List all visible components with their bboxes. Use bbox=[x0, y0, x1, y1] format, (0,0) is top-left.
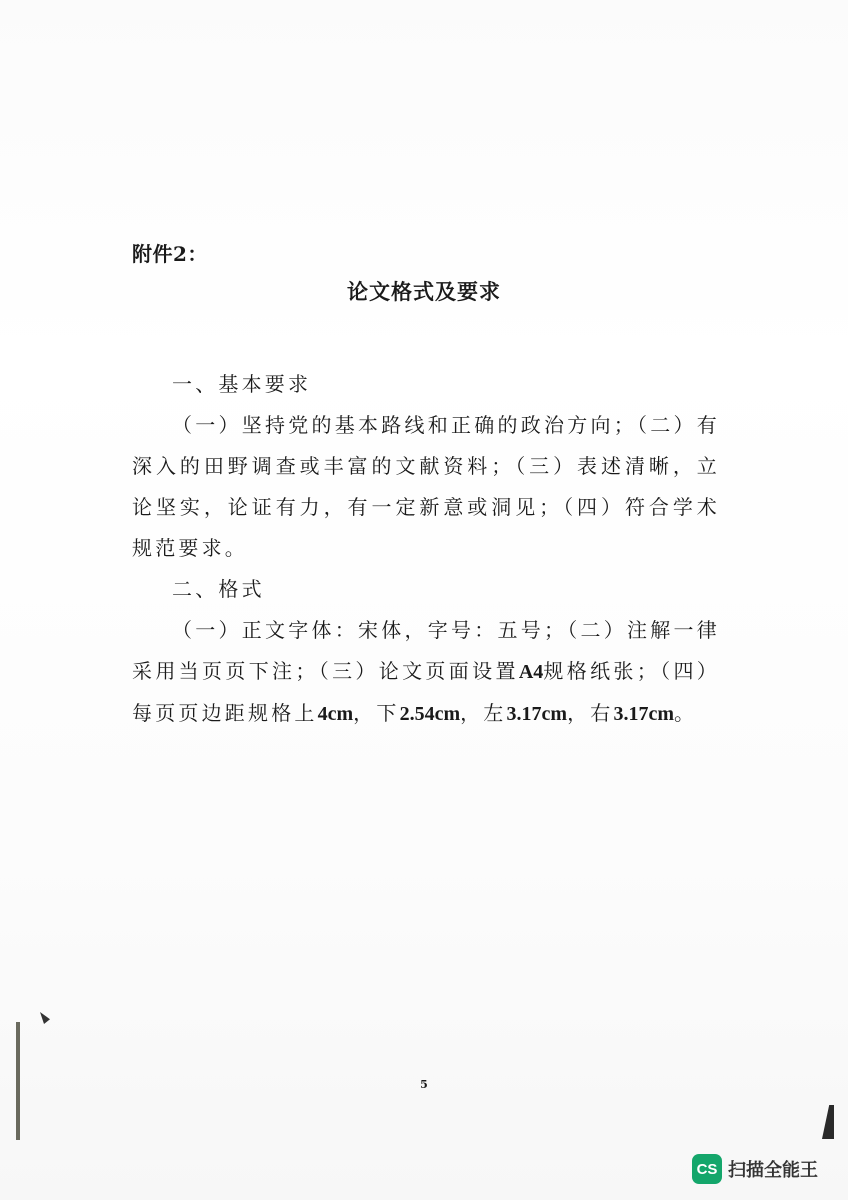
format-text-part1: （一）正文字体：宋体，字号：五号；（二）注解一律采用当页页下注；（三）论文页面设置 bbox=[132, 618, 720, 683]
section-body-basic-requirements: （一）坚持党的基本路线和正确的政治方向；（二）有深入的田野调查或丰富的文献资料；（三）表述清晰，立论坚实，论证有力，有一定新意或洞见；（四）符合学术规范要求。 bbox=[132, 413, 720, 560]
section-body-format bbox=[132, 610, 720, 735]
camscanner-logo-icon: CS bbox=[692, 1154, 722, 1184]
end-mark: 。 bbox=[674, 701, 698, 725]
margin-right-value: 3.17cm bbox=[613, 703, 675, 725]
section-heading-basic-requirements: 一、基本要求 bbox=[172, 372, 312, 396]
margin-left-value: 3.17cm bbox=[506, 703, 568, 725]
page-number: 5 bbox=[420, 1078, 428, 1091]
paper-size-value: A4 bbox=[518, 661, 544, 683]
margin-bottom-value: 2.54cm bbox=[399, 703, 461, 725]
separator-bottom: ，下 bbox=[353, 701, 400, 725]
margin-top-value: 4cm bbox=[317, 703, 354, 725]
separator-left: ，左 bbox=[460, 701, 507, 725]
scan-edge-shadow-right bbox=[822, 1105, 834, 1139]
document-body bbox=[132, 364, 720, 735]
scan-corner-mark bbox=[40, 1012, 50, 1024]
section-heading-format: 二、格式 bbox=[172, 577, 265, 601]
watermark-app-name: 扫描全能王 bbox=[728, 1160, 818, 1181]
format-text-part2: 规格纸张；（四）每页页边距规格上 bbox=[132, 659, 720, 725]
scanner-watermark bbox=[692, 1154, 818, 1184]
attachment-label: 附件2： bbox=[132, 242, 208, 266]
separator-right: ，右 bbox=[567, 701, 614, 725]
document-title: 论文格式及要求 bbox=[347, 279, 501, 304]
